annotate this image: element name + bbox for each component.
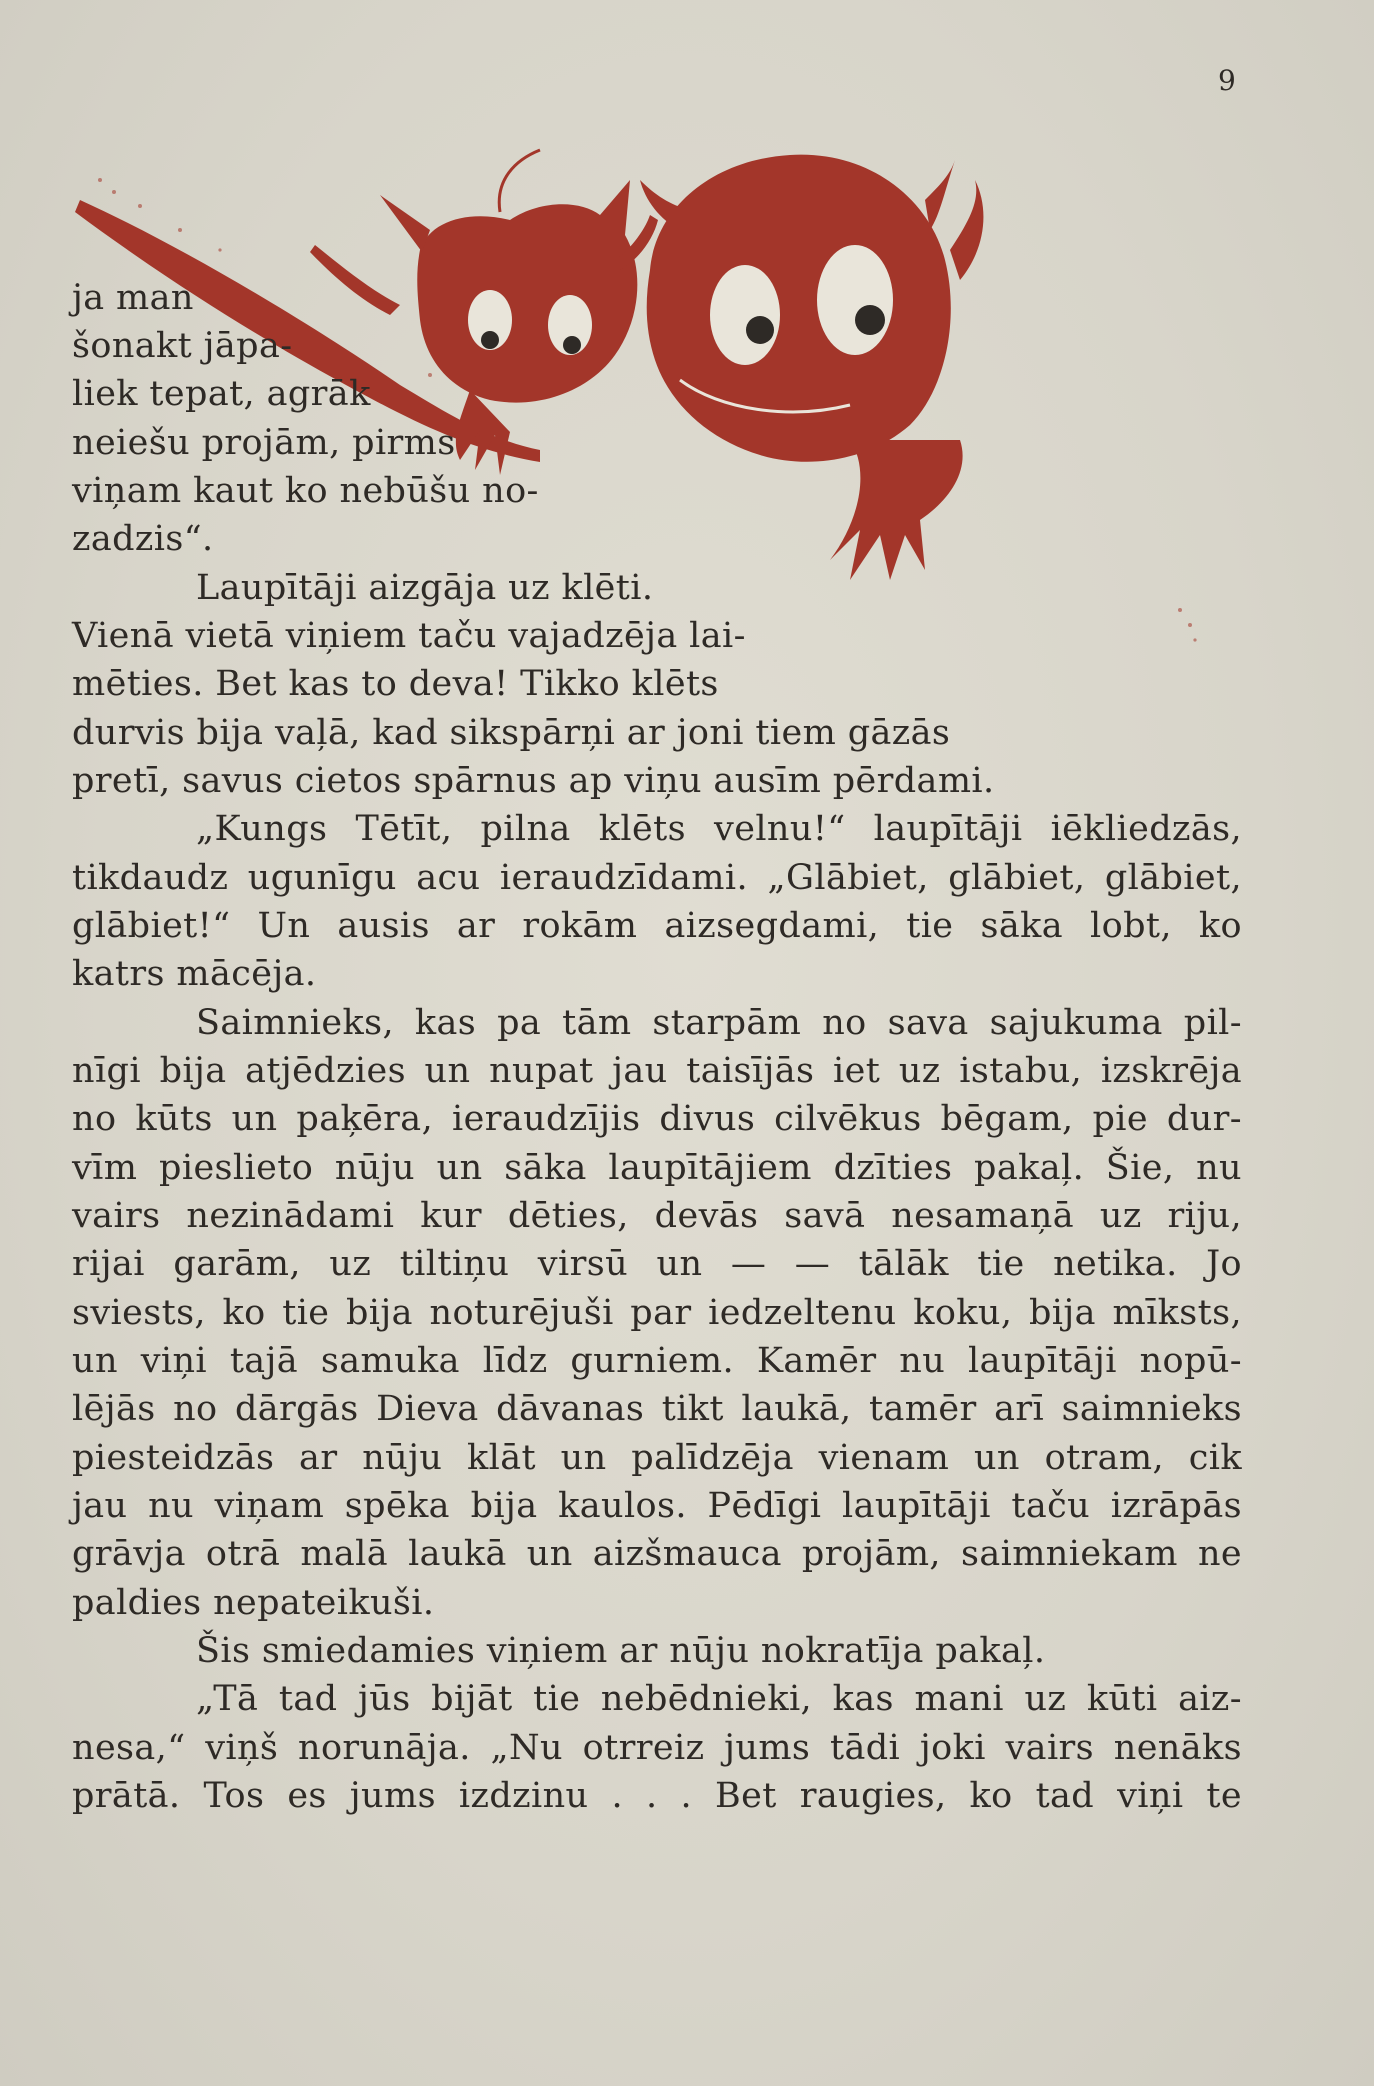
text-line: nīgi bija atjēdzies un nupat jau taisījās iet uz istabu, izskrēja bbox=[72, 1051, 1242, 1091]
text-line: „Tā tad jūs bijāt tie nebēdnieki, kas mani uz kūti aiz- bbox=[196, 1679, 1242, 1719]
text-line: rijai garām, uz tiltiņu virsū un — — tālāk tie netika. Jo bbox=[72, 1244, 1242, 1284]
text-line: šonakt jāpa- bbox=[72, 326, 293, 366]
text-line: vīm pieslieto nūju un sāka laupītājiem dzīties pakaļ. Šie, nu bbox=[72, 1148, 1242, 1188]
big-devil bbox=[640, 155, 983, 580]
text-line: paldies nepateikuši. bbox=[72, 1583, 435, 1623]
text-line: un viņi tajā samuka līdz gurniem. Kamēr nu laupītāji nopū- bbox=[72, 1341, 1242, 1381]
page-number: 9 bbox=[1218, 64, 1237, 97]
text-line: Laupītāji aizgāja uz klēti. bbox=[196, 568, 654, 608]
text-line: vairs nezinādami kur dēties, devās savā nesamaņā uz riju, bbox=[72, 1196, 1242, 1236]
text-line: mēties. Bet kas to deva! Tikko klēts bbox=[72, 664, 719, 704]
text-line: Šis smiedamies viņiem ar nūju nokratīja pakaļ. bbox=[196, 1631, 1046, 1671]
text-line: grāvja otrā malā laukā un aizšmauca projām, saimniekam ne bbox=[72, 1534, 1242, 1574]
text-line: „Kungs Tētīt, pilna klēts velnu!“ laupītāji iēkliedzās, bbox=[196, 809, 1242, 849]
text-line: glābiet!“ Un ausis ar rokām aizsegdami, tie sāka lobt, ko bbox=[72, 906, 1242, 946]
text-line: tikdaudz ugunīgu acu ieraudzīdami. „Glābiet, glābiet, glābiet, bbox=[72, 858, 1242, 898]
text-line: lējās no dārgās Dieva dāvanas tikt laukā, tamēr arī saimnieks bbox=[72, 1389, 1242, 1429]
text-line: no kūts un paķēra, ieraudzījis divus cilvēkus bēgam, pie dur- bbox=[72, 1099, 1242, 1139]
text-line: jau nu viņam spēka bija kaulos. Pēdīgi laupītāji taču izrāpās bbox=[72, 1486, 1242, 1526]
text-line: durvis bija vaļā, kad sikspārņi ar joni tiem gāzās bbox=[72, 713, 951, 753]
text-line: katrs mācēja. bbox=[72, 954, 317, 994]
text-line: viņam kaut ko nebūšu no- bbox=[72, 471, 539, 511]
text-line: neiešu projām, pirms bbox=[72, 423, 456, 463]
text-line: sviests, ko tie bija noturējuši par iedzeltenu koku, bija mīksts, bbox=[72, 1293, 1242, 1333]
text-line: Vienā vietā viņiem taču vajadzēja lai- bbox=[72, 616, 746, 656]
text-line: piesteidzās ar nūju klāt un palīdzēja vienam un otram, cik bbox=[72, 1438, 1242, 1478]
text-line: zadzis“. bbox=[72, 519, 214, 559]
text-line: ja man bbox=[72, 278, 194, 318]
text-line: prātā. Tos es jums izdzinu . . . Bet raugies, ko tad viņi te bbox=[72, 1776, 1242, 1816]
text-line: nesa,“ viņš norunāja. „Nu otrreiz jums tādi joki vairs nenāks bbox=[72, 1728, 1242, 1768]
text-line: Saimnieks, kas pa tām starpām no sava sajukuma pil- bbox=[196, 1003, 1242, 1043]
text-line: pretī, savus cietos spārnus ap viņu ausīm pērdami. bbox=[72, 761, 995, 801]
text-line: liek tepat, agrāk bbox=[72, 374, 371, 414]
